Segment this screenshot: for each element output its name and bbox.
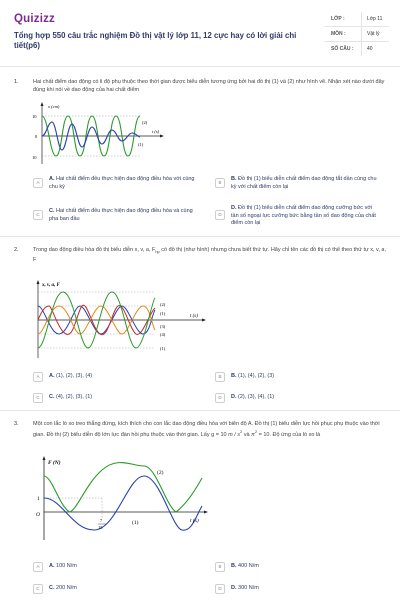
meta-class: LỚP : Lớp 11 — [331, 16, 383, 22]
curve-label: (1) — [160, 311, 166, 316]
page-header — [0, 0, 400, 62]
curve-label-2: (2) — [142, 120, 148, 125]
curve-label-1: (1) — [138, 142, 144, 147]
option-c-marker[interactable]: C — [33, 210, 43, 220]
curve-label: (3) — [160, 324, 166, 329]
option-a-marker[interactable]: A — [33, 372, 43, 382]
axis-label-t: t (s) — [190, 518, 199, 524]
option-c-marker[interactable]: C — [33, 584, 43, 594]
axis-label-y: x, v, a, F — [42, 283, 60, 288]
svg-text:1: 1 — [37, 496, 40, 502]
svg-text:10: 10 — [32, 155, 37, 160]
force-graph-q3 — [32, 456, 212, 542]
option-a-marker[interactable]: A — [33, 178, 43, 188]
question-text: Một con lắc lò xo treo thẳng đứng, kích thích cho con lắc dao động điều hòa với biên độ A. Đồ thị (1) biểu diễn lực hồi phục phụ thuộc vào thời gian. Đồ thị (2) biểu diễn độ lớn lực đàn hồi phụ thuộc vào thời gian. Lấy g = 10 m / $s^2$ và $\pi^2 = 10$. Độ ứng của lò xo là — [33, 421, 380, 438]
axis-label-t: t (s) — [190, 314, 198, 319]
question-text: Hai chất điểm dao động có li độ phụ thuộc theo thời gian được biểu diễn tương ứng bởi hai đồ thị (1) và (2) như hình vẽ. Nhận xét nào dưới đây đúng khi nói về dao động của hai chất điểm — [33, 79, 385, 93]
xvaf-graph-q2 — [30, 280, 210, 360]
curve-label: (1) — [160, 346, 166, 351]
curve-label-2: (2) — [157, 470, 164, 476]
axis-label-x: x (cm) — [48, 104, 60, 109]
curve-label: (4) — [160, 332, 166, 337]
option-d-marker[interactable]: D — [215, 584, 225, 594]
svg-text:O: O — [36, 512, 40, 518]
svg-text:15: 15 — [98, 525, 103, 530]
option-b-marker[interactable]: B — [215, 562, 225, 572]
oscillation-graph-q1 — [30, 102, 170, 166]
question-text: Trong dao động điều hòa đồ thị biểu diễn x, v, a, $F_{hp}$ có đồ thị (như hình) nhưng chưa biết thứ tự. Hãy chỉ tên các đồ thị có thể theo thứ tự x, v, a, F — [33, 247, 386, 264]
document-title: Tổng hợp 550 câu trắc nghiệm Đồ thị vật lý lớp 11, 12 cực hay có lời giải chi tiết(p6) — [14, 31, 297, 50]
option-c-marker[interactable]: C — [33, 393, 43, 403]
curve-label-1: (1) — [132, 520, 139, 526]
svg-text:10: 10 — [32, 114, 37, 119]
curve-label: (2) — [160, 302, 166, 307]
axis-label-t: t (s) — [152, 129, 160, 134]
axis-label-f: F (N) — [48, 460, 61, 466]
svg-text:0: 0 — [35, 134, 38, 139]
option-a-marker[interactable]: A — [33, 562, 43, 572]
meta-count: SỐ CÂU : 40 — [331, 46, 373, 52]
option-b-marker[interactable]: B — [215, 372, 225, 382]
quizizz-logo: Quizizz — [14, 13, 56, 25]
option-d-marker[interactable]: D — [215, 393, 225, 403]
svg-text:7: 7 — [100, 518, 103, 523]
option-b-marker[interactable]: B — [215, 178, 225, 188]
option-d-marker[interactable]: D — [215, 210, 225, 220]
meta-subject: MÔN : Vật lý — [331, 31, 380, 37]
